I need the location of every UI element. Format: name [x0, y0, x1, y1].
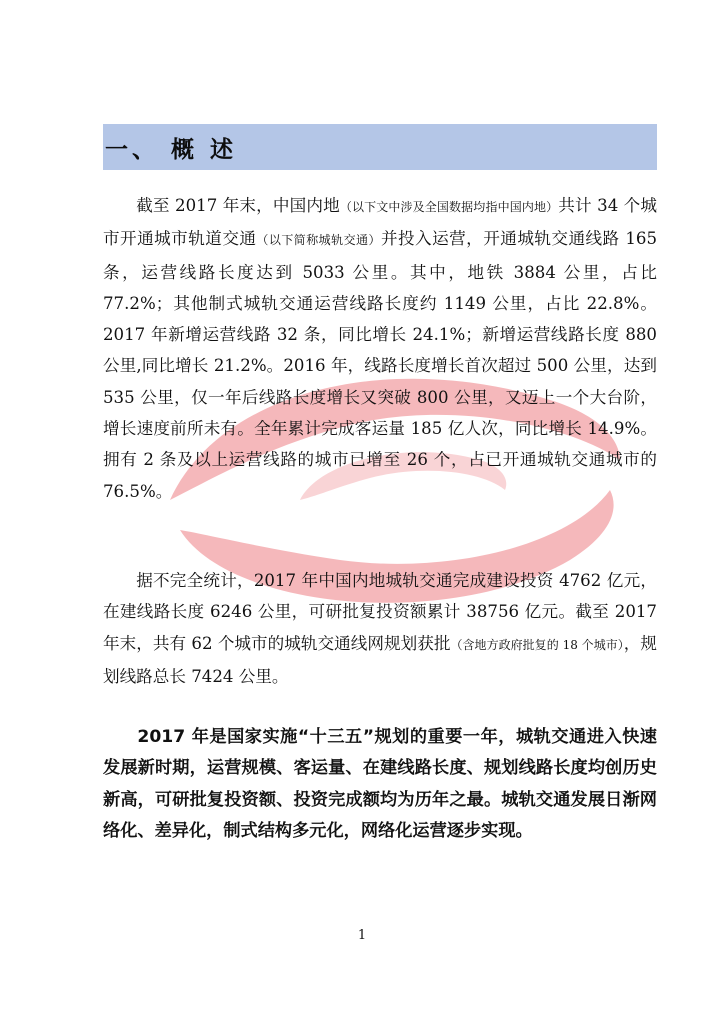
text-run: 截至 2017 年末，中国内地 [136, 196, 340, 215]
text-run: 并投入运营，开通城轨交通线路 165 条，运营线路长度达到 5033 公里。其中，地铁 3884 公里，占比 77.2%；其他制式城轨交通运营线路长度约 1149 公里，占比 22.8%。2017 年新增运营线路 32 条，同比增长 24.1%；新增运营线路长度 880 公里,同比增长 21.2%。2016 年，线路长度增长首次超过 500 公里，达到 535 公里，仅一年后线路长度增长又突破 800 公里，又迈上一个大台阶，增长速度前所未有。全年累计完成客运量 185 亿人次，同比增长 14.9%。拥有 2 条及以上运营线路的城市已增至 26 个，占已开通城轨交通城市的 76.5%。 [103, 229, 657, 501]
text-run: ，规划线路总长 7424 公里。 [103, 633, 658, 686]
text-run: 据不完全统计，2017 年中国内地城轨交通完成建设投资 4762 亿元，在建线路长度 6246 公里，可研批复投资额累计 38756 亿元。截至 2017 年末，共有 62 个城市的城轨交通线网规划获批 [103, 571, 657, 653]
section-heading: 一、 概 述 [105, 137, 238, 163]
paragraph-investment [103, 565, 657, 692]
paragraph-summary-bold [103, 722, 657, 847]
inline-note: （以下文中涉及全国数据均指中国内地） [339, 200, 559, 214]
paragraph-overview [103, 190, 657, 507]
page-number: 1 [357, 928, 367, 943]
text-run: 共计 34 个城市开通城市轨道交通 [103, 196, 657, 249]
inline-note: （以下简称城轨交通） [256, 233, 381, 248]
text-run: 2017 年是国家实施“十三五”规划的重要一年，城轨交通进入快速发展新时期，运营规模、客运量、在建线路长度、规划线路长度均创历史新高，可研批复投资额、投资完成额均为历年之最。城轨交通发展日渐网络化、差异化，制式结构多元化，网络化运营逐步实现。 [103, 727, 657, 841]
inline-note: （含地方政府批复的 18 个城市） [450, 637, 624, 652]
